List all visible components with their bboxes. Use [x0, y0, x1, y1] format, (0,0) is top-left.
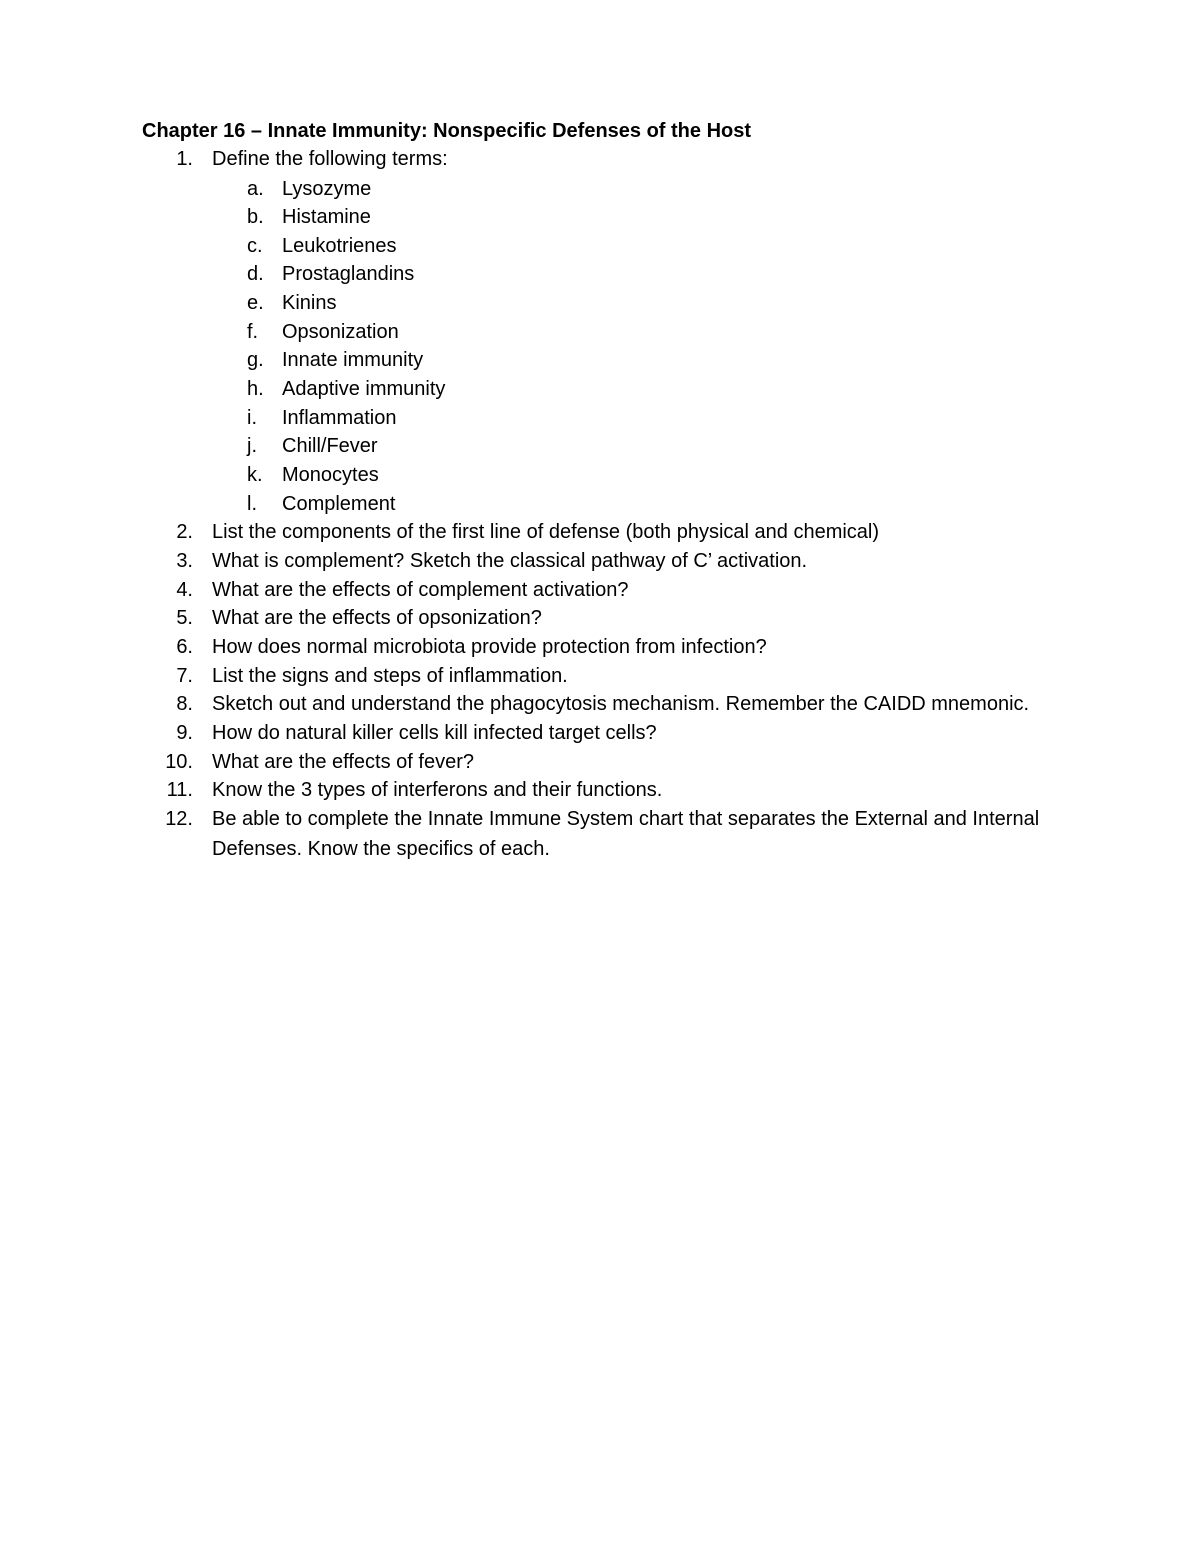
item-number: 7. [176, 665, 193, 687]
term-letter: k. [247, 464, 263, 486]
term-letter: a. [247, 178, 264, 200]
item-text: What are the effects of opsonization? [212, 607, 542, 629]
list-item [0, 805, 1200, 833]
term-letter: l. [247, 493, 257, 515]
term-item [0, 346, 1200, 374]
item-text: Be able to complete the Innate Immune System chart that separates the External and Internal [212, 808, 1040, 830]
term-item [0, 260, 1200, 288]
list-item [0, 518, 1200, 546]
item-text: How does normal microbiota provide protection from infection? [212, 636, 767, 658]
term-text: Leukotrienes [282, 235, 397, 257]
term-letter: i. [247, 407, 257, 429]
term-item [0, 461, 1200, 489]
list-item [0, 633, 1200, 661]
term-letter: g. [247, 349, 264, 371]
item-number: 12. [165, 808, 193, 830]
item-number: 3. [176, 550, 193, 572]
term-text: Lysozyme [282, 178, 372, 200]
item-text: Define the following terms: [212, 148, 448, 170]
term-item [0, 232, 1200, 260]
item-text: What are the effects of complement activation? [212, 579, 629, 601]
item-number: 2. [176, 521, 193, 543]
item-number: 4. [176, 579, 193, 601]
list-item [0, 748, 1200, 776]
item-text: What are the effects of fever? [212, 751, 474, 773]
item-text: Know the 3 types of interferons and their functions. [212, 779, 663, 801]
item-text: Sketch out and understand the phagocytosis mechanism. Remember the CAIDD mnemonic. [212, 693, 1030, 715]
item-number: 5. [176, 607, 193, 629]
list-item-continuation [0, 835, 1200, 863]
term-text: Monocytes [282, 464, 379, 486]
item-text: How do natural killer cells kill infected target cells? [212, 722, 657, 744]
term-letter: j. [247, 435, 257, 457]
term-text: Opsonization [282, 321, 399, 343]
term-letter: c. [247, 235, 263, 257]
term-letter: d. [247, 263, 264, 285]
term-letter: e. [247, 292, 264, 314]
item-text: What is complement? Sketch the classical pathway of C’ activation. [212, 550, 808, 572]
term-item [0, 375, 1200, 403]
term-item [0, 175, 1200, 203]
term-item [0, 318, 1200, 346]
list-item [0, 662, 1200, 690]
term-item [0, 289, 1200, 317]
list-item [0, 690, 1200, 718]
term-text: Inflammation [282, 407, 397, 429]
term-text: Histamine [282, 206, 371, 228]
list-item [0, 145, 1200, 173]
item-text-continued: Defenses. Know the specifics of each. [212, 838, 550, 860]
term-item [0, 203, 1200, 231]
list-item [0, 604, 1200, 632]
item-number: 1. [176, 148, 193, 170]
item-number: 10. [165, 751, 193, 773]
item-text: List the signs and steps of inflammation. [212, 665, 568, 687]
term-letter: f. [247, 321, 259, 343]
list-item [0, 547, 1200, 575]
list-item [0, 776, 1200, 804]
term-text: Innate immunity [282, 349, 424, 371]
term-letter: b. [247, 206, 264, 228]
term-item [0, 432, 1200, 460]
item-number: 6. [176, 636, 193, 658]
list-item [0, 719, 1200, 747]
item-number: 11. [166, 779, 193, 801]
term-text: Prostaglandins [282, 263, 415, 285]
term-text: Kinins [282, 292, 337, 314]
term-text: Complement [282, 493, 396, 515]
term-item [0, 490, 1200, 518]
term-letter: h. [247, 378, 264, 400]
list-item [0, 576, 1200, 604]
item-number: 9. [176, 722, 193, 744]
term-item [0, 404, 1200, 432]
term-text: Adaptive immunity [282, 378, 446, 400]
item-number: 8. [176, 693, 193, 715]
term-text: Chill/Fever [282, 435, 378, 457]
item-text: List the components of the first line of defense (both physical and chemical) [212, 521, 880, 543]
page-title: Chapter 16 – Innate Immunity: Nonspecific Defenses of the Host [142, 120, 752, 142]
